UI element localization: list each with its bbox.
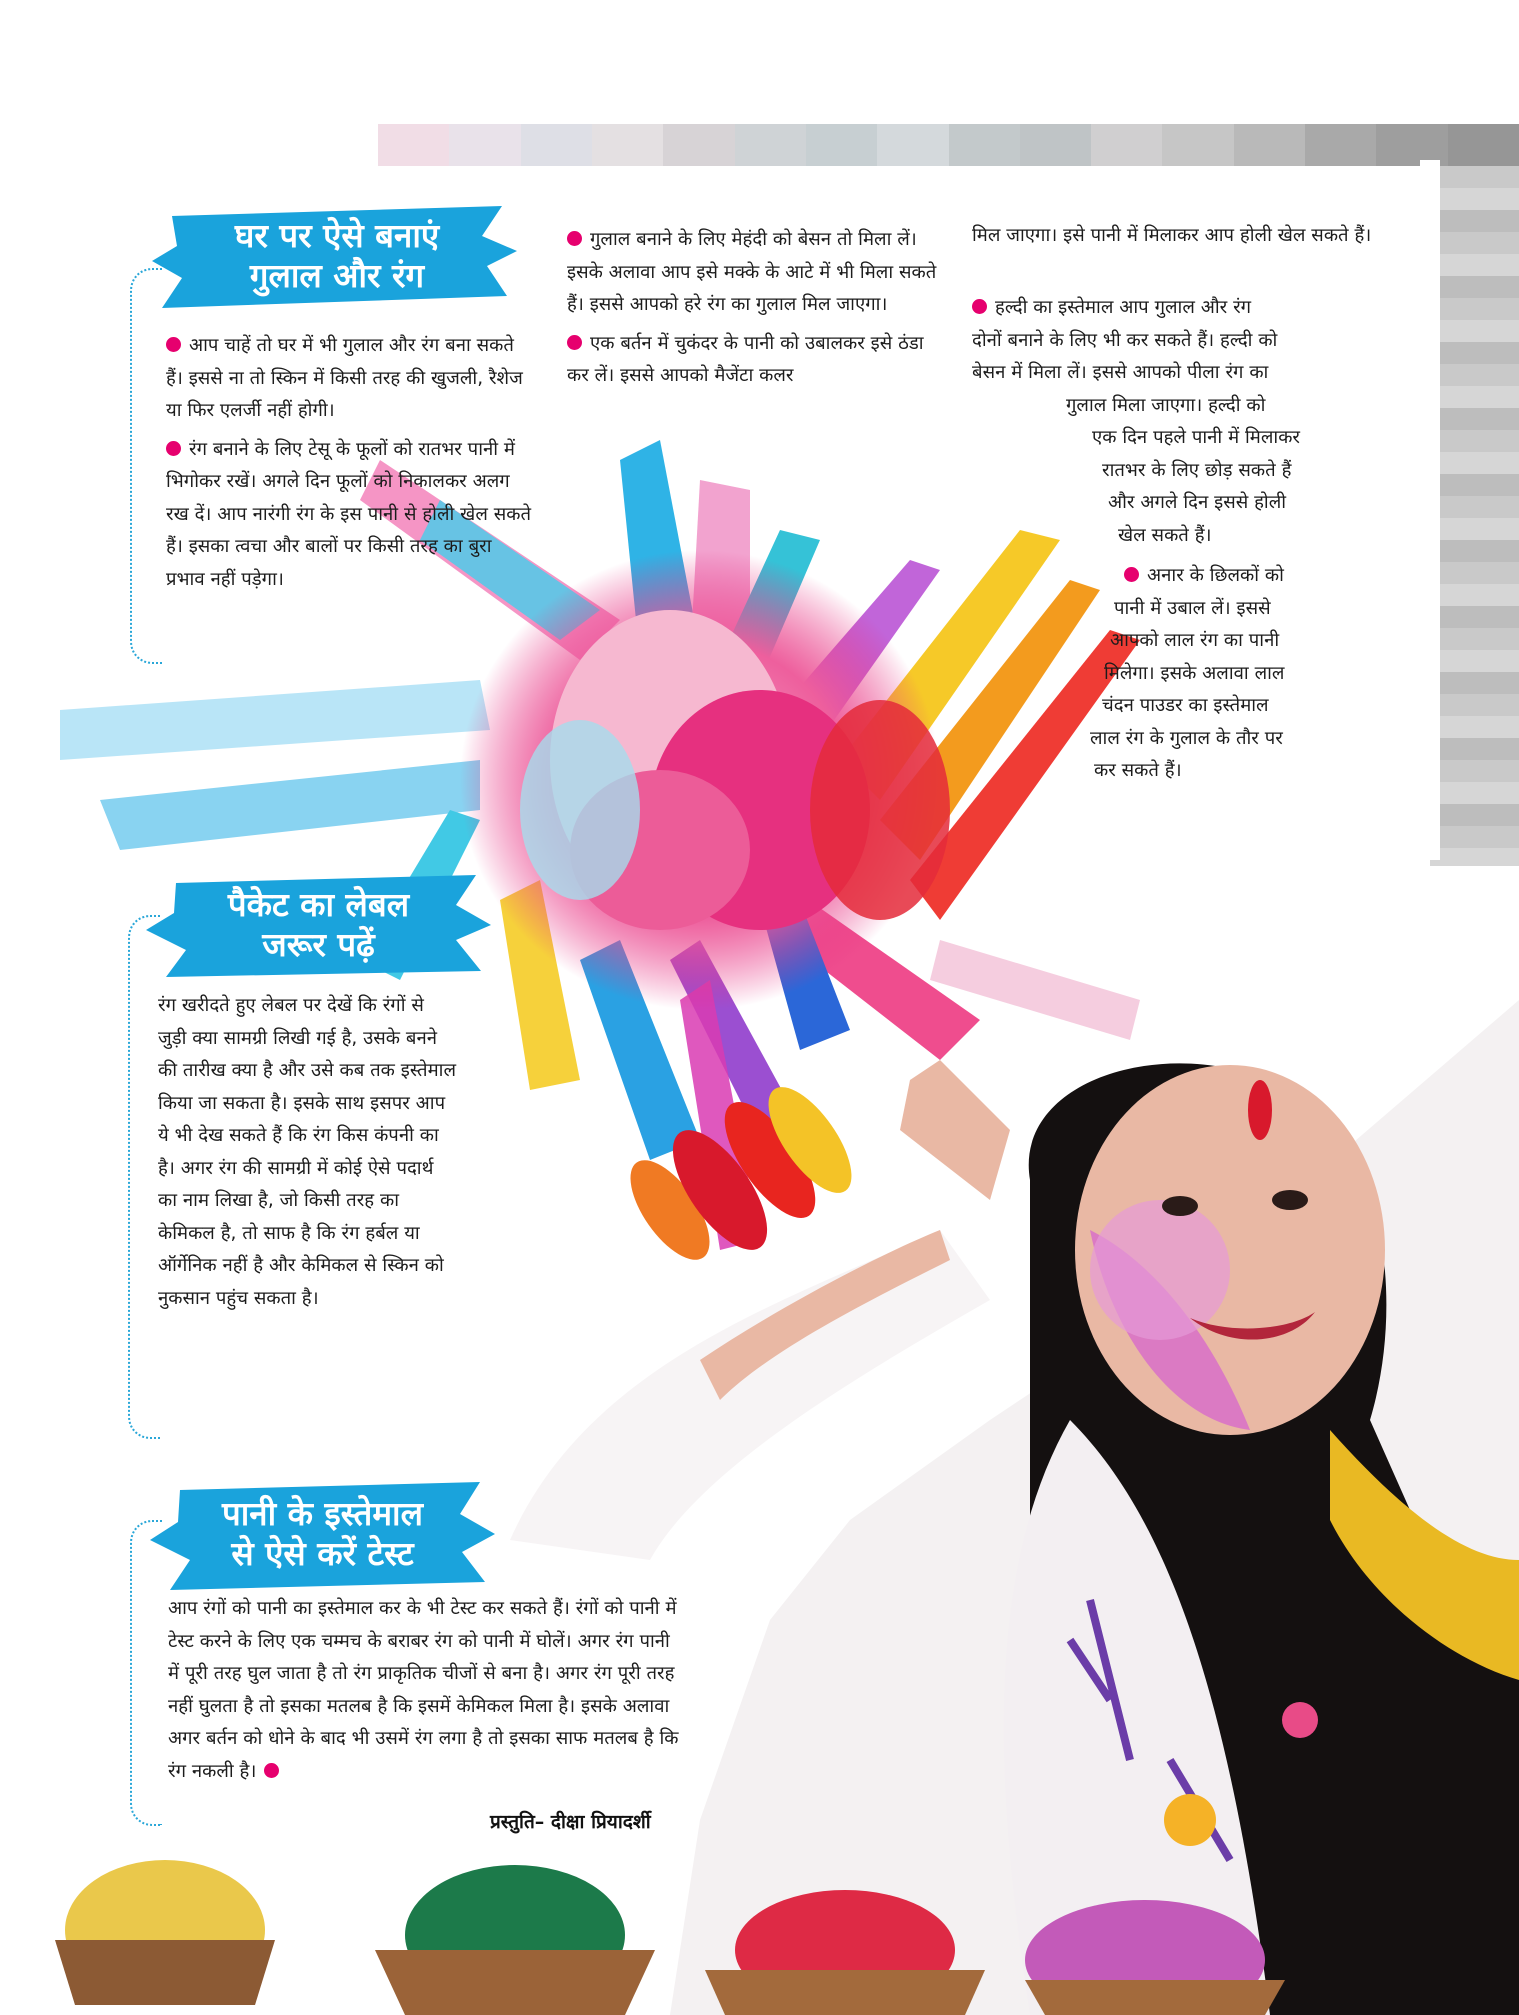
text-line: पानी में उबाल लें। इससे xyxy=(1114,597,1271,619)
text-line: कर सकते हैं। xyxy=(1094,760,1182,781)
label-heading-text xyxy=(146,875,491,965)
heading-line: गुलाल और रंग xyxy=(249,256,425,295)
water-section-body xyxy=(168,1593,680,1794)
text-line: खेल सकते हैं। xyxy=(1118,524,1212,546)
text-line: चंदन पाउडर का इस्तेमाल xyxy=(1102,695,1269,716)
text-line: दोनों बनाने के लिए भी कर सकते हैं। हल्दी को xyxy=(972,329,1278,351)
paragraph: रंग बनाने के लिए टेसू के फूलों को रातभर पानी में भिगोकर रखें। अगले दिन फूलों को निकालकर अलग रख दें। आप नारंगी रंग के इस पानी से होली खेल सकते हैं। इसका त्वचा और बालों पर किसी तरह का बुरा प्रभाव नहीं पड़ेगा। xyxy=(166,438,531,590)
heading-line: जरूर पढ़ें xyxy=(262,925,375,964)
middle-column-body xyxy=(567,224,940,399)
text-line: हल्दी का इस्तेमाल आप गुलाल और रंग xyxy=(972,292,1382,325)
right-column-turmeric xyxy=(972,292,1382,552)
bullet-icon xyxy=(1124,567,1139,582)
right-column-body xyxy=(972,220,1372,259)
paragraph: रंग खरीदते हुए लेबल पर देखें कि रंगों से जुड़ी क्या सामग्री लिखी गई है, उसके बनने की तारीख क्या है और उसे कब तक इस्तेमाल किया जा सकता है। इसके साथ इसपर आप ये भी देख सकते हैं कि रंग किस कंपनी का है। अगर रंग की सामग्री में कोई ऐसे पदार्थ का नाम लिखा है, जो किसी तरह का केमिकल है, तो साफ है कि रंग हर्बल या ऑर्गेनिक नहीं है और केमिकल से स्किन को नुकसान पहुंच सकता है। xyxy=(158,995,456,1309)
paragraph: एक बर्तन में चुकंदर के पानी को उबालकर इसे ठंडा कर लें। इससे आपको मैजेंटा कलर xyxy=(567,332,924,386)
label-section-heading xyxy=(146,875,491,977)
home-heading-text xyxy=(152,206,522,296)
water-section-heading xyxy=(150,1482,495,1590)
paragraph: गुलाल बनाने के लिए मेहंदी को बेसन तो मिला लें। इसके अलावा आप इसे मक्के के आटे में भी मिला सकते हैं। इससे आपको हरे रंग का गुलाल मिल जाएगा। xyxy=(567,229,937,315)
text-line: रातभर के लिए छोड़ सकते हैं xyxy=(1102,459,1292,481)
bullet-icon xyxy=(972,299,987,314)
home-section-body xyxy=(166,330,531,602)
byline: प्रस्तुति– दीक्षा प्रियादर्शी xyxy=(490,1811,651,1833)
heading-line: पानी के इस्तेमाल xyxy=(222,1494,423,1533)
powder-bowls-image xyxy=(55,1810,1519,2015)
text-line: एक दिन पहले पानी में मिलाकर xyxy=(1092,427,1300,448)
right-column-pomegranate xyxy=(1090,560,1390,788)
bullet-icon xyxy=(166,441,181,456)
home-section-heading xyxy=(152,206,522,308)
water-heading-text xyxy=(150,1482,495,1574)
bullet-icon xyxy=(264,1763,279,1778)
bullet-icon xyxy=(567,335,582,350)
text-line: गुलाल मिला जाएगा। हल्दी को xyxy=(1066,394,1266,416)
bullet-icon xyxy=(567,231,582,246)
text-line: बेसन में मिला लें। इससे आपको पीला रंग का xyxy=(972,362,1269,383)
label-section-body xyxy=(158,990,458,1321)
paragraph: आप रंगों को पानी का इस्तेमाल कर के भी टेस्ट कर सकते हैं। रंगों को पानी में टेस्ट करने के लिए एक चम्मच के बराबर रंग को पानी में घोलें। अगर रंग पानी में पूरी तरह घुल जाता है तो रंग प्राकृतिक चीजों से बना है। अगर रंग पूरी तरह नहीं घुलता है तो इसका मतलब है कि इसमें केमिकल मिला है। इसके अलावा अगर बर्तन को धोने के बाद भी उसमें रंग लगा है तो इसका साफ मतलब है कि रंग नकली है। xyxy=(168,1598,679,1782)
page-panel-edge xyxy=(1420,160,1440,860)
text-line: लाल रंग के गुलाल के तौर पर xyxy=(1090,727,1283,749)
decorative-side-bar xyxy=(1430,166,1519,866)
section-dotted-frame xyxy=(130,1520,162,1826)
heading-line: पैकेट का लेबल xyxy=(227,885,410,924)
text-line: मिलेगा। इसके अलावा लाल xyxy=(1104,662,1285,684)
section-dotted-frame xyxy=(130,268,162,664)
text-line: आपको लाल रंग का पानी xyxy=(1110,630,1280,651)
paragraph: मिल जाएगा। इसे पानी में मिलाकर आप होली खेल सकते हैं। xyxy=(972,225,1372,246)
decorative-pixel-strip xyxy=(378,124,1519,166)
text-line: अनार के छिलकों को xyxy=(1090,560,1390,593)
bullet-icon xyxy=(166,337,181,352)
paragraph: आप चाहें तो घर में भी गुलाल और रंग बना सकते हैं। इससे ना तो स्किन में किसी तरह की खुजली, रैशेज या फिर एलर्जी नहीं होगी। xyxy=(166,335,523,421)
section-dotted-frame xyxy=(128,915,160,1439)
text-line: और अगले दिन इससे होली xyxy=(1108,492,1287,513)
heading-line: घर पर ऐसे बनाएं xyxy=(234,216,440,255)
heading-line: से ऐसे करें टेस्ट xyxy=(231,1534,414,1573)
